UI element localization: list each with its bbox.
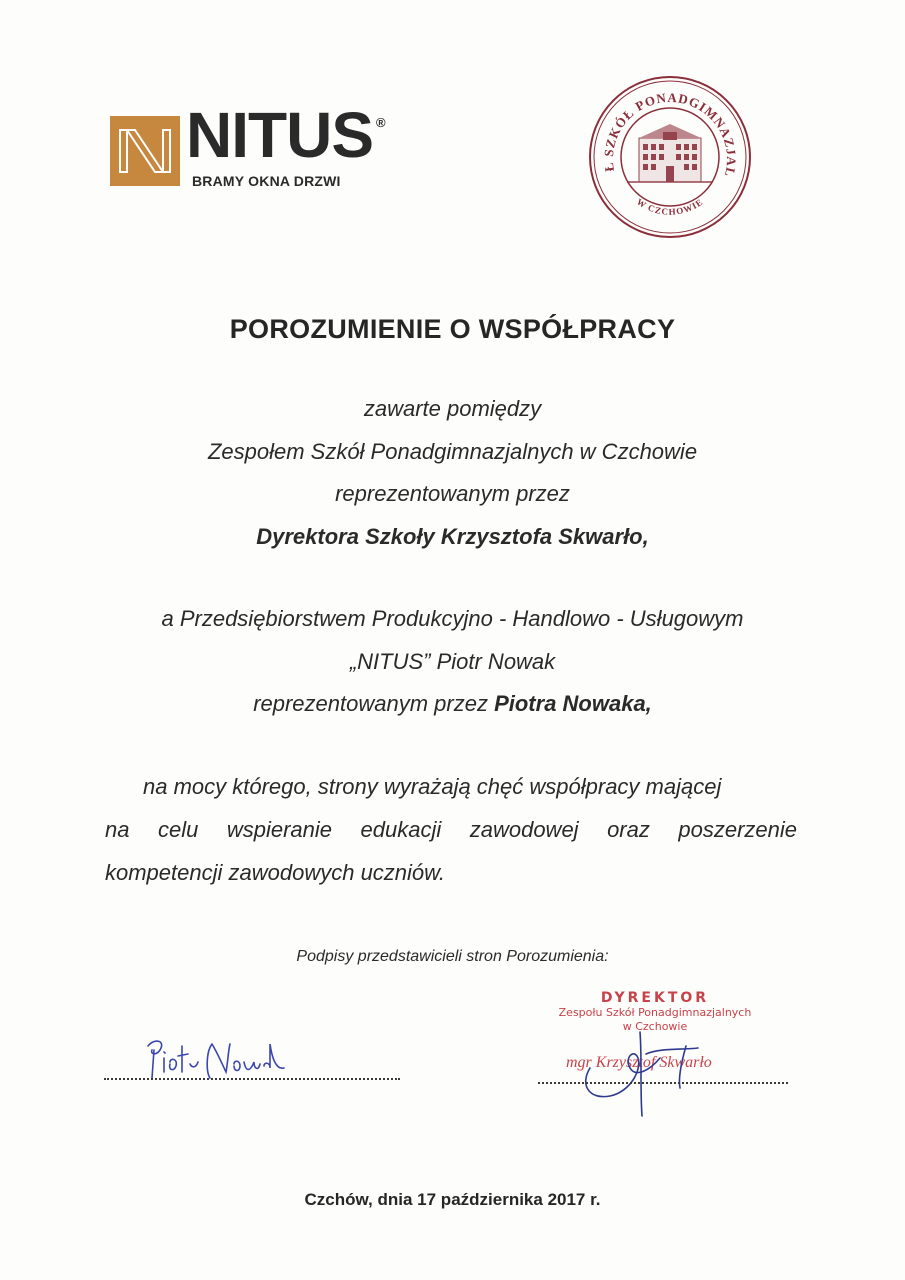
purpose-line-2: na celu wspieranie edukacji zawodowej oraz poszerzenie (105, 817, 797, 842)
purpose-paragraph (105, 765, 797, 894)
registered-mark: ® (376, 115, 386, 130)
represented-by-line: reprezentowanym przez (335, 481, 570, 506)
stamp-director-name: mgr Krzysztof Skwarło (566, 1054, 712, 1071)
intro-line: zawarte pomiędzy (363, 396, 542, 421)
nitus-logo (110, 99, 400, 193)
logo-tagline: BRAMY OKNA DRZWI (192, 173, 341, 189)
signature-line-right (538, 1080, 788, 1084)
place-and-date: Czchów, dnia 17 października 2017 r. (304, 1190, 601, 1209)
logo-wordmark: NITUS (186, 99, 373, 171)
school-seal (587, 74, 753, 240)
purpose-line-3: kompetencji zawodowych uczniów. (105, 860, 445, 885)
nitus-logo-icon (110, 116, 180, 186)
purpose-line-1: na mocy którego, strony wyrażają chęć współpracy mającej (143, 774, 722, 799)
company-representative-line (0, 691, 905, 717)
skwarlo-signature (560, 1018, 710, 1122)
svg-text:ZESPÓŁ SZKÓŁ PONADGIMNAZJALNYC: Ł SZKÓŁ PONADGIMNAZJAL (600, 89, 740, 179)
stamp-location: w Czchowie (622, 1020, 688, 1033)
company-line: a Przedsiębiorstwem Produkcyjno - Handlowo - Usługowym (161, 606, 744, 631)
school-name: Zespołem Szkół Ponadgimnazjalnych w Czchowie (207, 439, 698, 464)
represented-by-text: reprezentowanym przez (253, 691, 495, 716)
signatures-caption: Podpisy przedstawicieli stron Porozumienia: (296, 948, 609, 965)
document-title: POROZUMIENIE O WSPÓŁPRACY (229, 314, 676, 344)
svg-text:W CZCHOWIE: W CZCHOWIE (634, 196, 706, 217)
signature-line-left (104, 1076, 400, 1080)
company-name: „NITUS” Piotr Nowak (349, 649, 556, 674)
nowak-signature (140, 1032, 300, 1082)
school-director-name: Dyrektora Szkoły Krzysztofa Skwarło, (256, 524, 649, 549)
stamp-title: DYREKTOR (600, 990, 710, 1006)
stamp-school: Zespołu Szkół Ponadgimnazjalnych (558, 1006, 752, 1019)
company-representative-name: Piotra Nowaka, (494, 691, 652, 716)
